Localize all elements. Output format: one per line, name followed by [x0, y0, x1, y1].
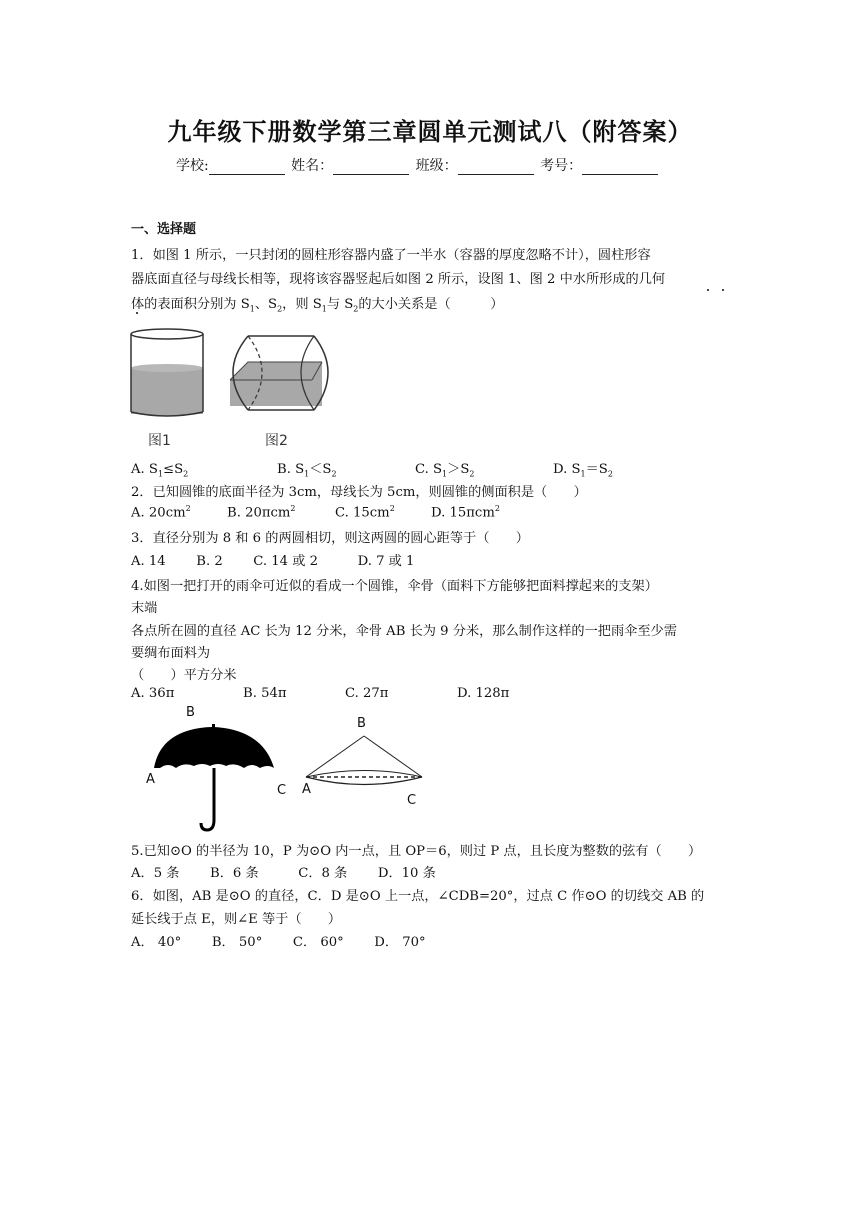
option-a	[131, 462, 277, 479]
option-text: ＞S	[447, 462, 470, 477]
point-label-c: C	[277, 783, 287, 798]
q2-options	[131, 504, 500, 520]
q6-line-1: 6．如图，AB 是⊙O 的直径，C．D 是⊙O 上一点，∠CDB=20°，过点 C 作⊙O 的切线交 AB 的	[131, 889, 705, 904]
subscript: 2	[277, 304, 283, 314]
superscript: 2	[494, 504, 500, 513]
option-text: ≤S	[163, 462, 184, 477]
point-label-b: B	[357, 716, 366, 731]
option-b	[227, 504, 335, 520]
q4-line-1: 4.如图一把打开的雨伞可近似的看成一个圆锥，伞骨（面料下方能够把面料撑起来的支架）	[131, 579, 658, 594]
option-d	[553, 458, 613, 479]
q4-line-3: 各点所在圆的直径 AC 长为 12 分米，伞骨 AB 长为 9 分米，那么制作这样的一把雨伞至少需	[131, 624, 677, 639]
point-label-a: A	[146, 772, 155, 787]
q5-options: A．5 条 B．6 条 C．8 条 D．10 条	[131, 866, 436, 881]
superscript: 2	[290, 504, 296, 513]
figure-2-label: 图2	[265, 433, 288, 449]
option-text: ＜S	[309, 462, 332, 477]
class-blank[interactable]	[458, 160, 534, 175]
subscript: 1	[442, 469, 448, 479]
superscript: 2	[389, 504, 395, 513]
option-text: D. 15πcm	[431, 505, 495, 521]
subscript: 1	[321, 304, 327, 314]
subscript: 1	[249, 304, 255, 314]
q1-text: 体的表面积分别为 S	[131, 297, 250, 312]
cone-diagram	[298, 730, 430, 792]
subscript: 1	[304, 469, 310, 479]
option-text: C. 15cm	[335, 505, 390, 521]
name-label: 姓名：	[291, 158, 334, 174]
option-text: A. 20cm	[131, 505, 186, 521]
q1-line-1: 1．如图 1 所示，一只封闭的圆柱形容器内盛了一半水（容器的厚度忽略不计），圆柱形容	[131, 248, 651, 263]
school-label: 学校:	[176, 158, 209, 174]
section-heading: 一、选择题	[131, 222, 197, 237]
q4-line-4: 要绸布面料为	[131, 646, 211, 661]
option-text: B. 20πcm	[227, 505, 291, 521]
option-text: ＝S	[585, 462, 608, 477]
umbrella-icon	[140, 716, 285, 834]
option-text: D. S	[553, 462, 581, 477]
subscript: 1	[157, 469, 164, 479]
subscript: 1	[580, 469, 586, 479]
q4-options	[131, 686, 509, 701]
option-c	[335, 504, 431, 520]
figure-2-cylinder	[222, 334, 330, 414]
q1-line-3	[131, 293, 503, 314]
option-d: D. 128π	[457, 686, 510, 701]
option-text: A. S	[131, 462, 158, 477]
figure-1-cylinder	[124, 326, 210, 418]
option-text: B. S	[277, 462, 305, 477]
q1-text: 、S	[254, 297, 278, 312]
subscript: 2	[183, 469, 189, 479]
option-c: C. 27π	[345, 686, 389, 701]
q3-options: A. 14 B. 2 C. 14 或 2 D. 7 或 1	[131, 554, 415, 569]
superscript: 2	[185, 504, 191, 513]
q4-line-2: 末端	[131, 601, 158, 616]
emphasis-dot	[722, 289, 724, 291]
option-c	[415, 458, 553, 479]
school-blank[interactable]	[209, 160, 285, 175]
q6-options: A． 40° B． 50° C． 60° D． 70°	[131, 935, 426, 950]
figure-1-label: 图1	[148, 433, 171, 449]
q1-options	[131, 458, 613, 479]
option-b: B. 54π	[243, 686, 287, 701]
subscript: 2	[353, 304, 359, 314]
q1-text: 的大小关系是（ ）	[358, 297, 504, 312]
page-title: 九年级下册数学第三章圆单元测试八（附答案）	[167, 118, 693, 146]
point-label-a: A	[302, 782, 311, 797]
subscript: 2	[607, 469, 613, 479]
option-a: A. 36π	[131, 686, 175, 701]
q1-line-2: 器底面直径与母线长相等，现将该容器竖起后如图 2 所示，设图 1、图 2 中水所形成的几何	[131, 272, 666, 287]
q3-stem: 3．直径分别为 8 和 6 的两圆相切，则这两圆的圆心距等于（ ）	[131, 531, 529, 546]
option-a	[131, 504, 227, 520]
q5-stem: 5.已知⊙O 的半径为 10，P 为⊙O 内一点，且 OP＝6，则过 P 点，且长度为整数的弦有（ ）	[131, 844, 702, 859]
q6-line-2: 延长线于点 E，则∠E 等于（ ）	[131, 912, 342, 927]
student-info-fields	[176, 155, 660, 175]
point-label-b: B	[186, 705, 195, 720]
option-d	[431, 504, 500, 520]
option-b	[277, 458, 415, 479]
class-label: 班级：	[415, 158, 458, 174]
name-blank[interactable]	[333, 160, 409, 175]
emphasis-dot	[707, 289, 709, 291]
q4-line-5: （ ）平方分米	[131, 668, 237, 683]
subscript: 2	[331, 469, 337, 479]
exam-no-blank[interactable]	[582, 160, 658, 175]
exam-no-label: 考号：	[540, 158, 583, 174]
option-text: C. S	[415, 462, 443, 477]
q1-text: 与 S	[326, 297, 354, 312]
q2-stem: 2．已知圆锥的底面半径为 3cm，母线长为 5cm，则圆锥的侧面积是（ ）	[131, 485, 587, 500]
point-label-c: C	[407, 793, 417, 808]
q1-text: ，则 S	[282, 297, 322, 312]
subscript: 2	[469, 469, 475, 479]
